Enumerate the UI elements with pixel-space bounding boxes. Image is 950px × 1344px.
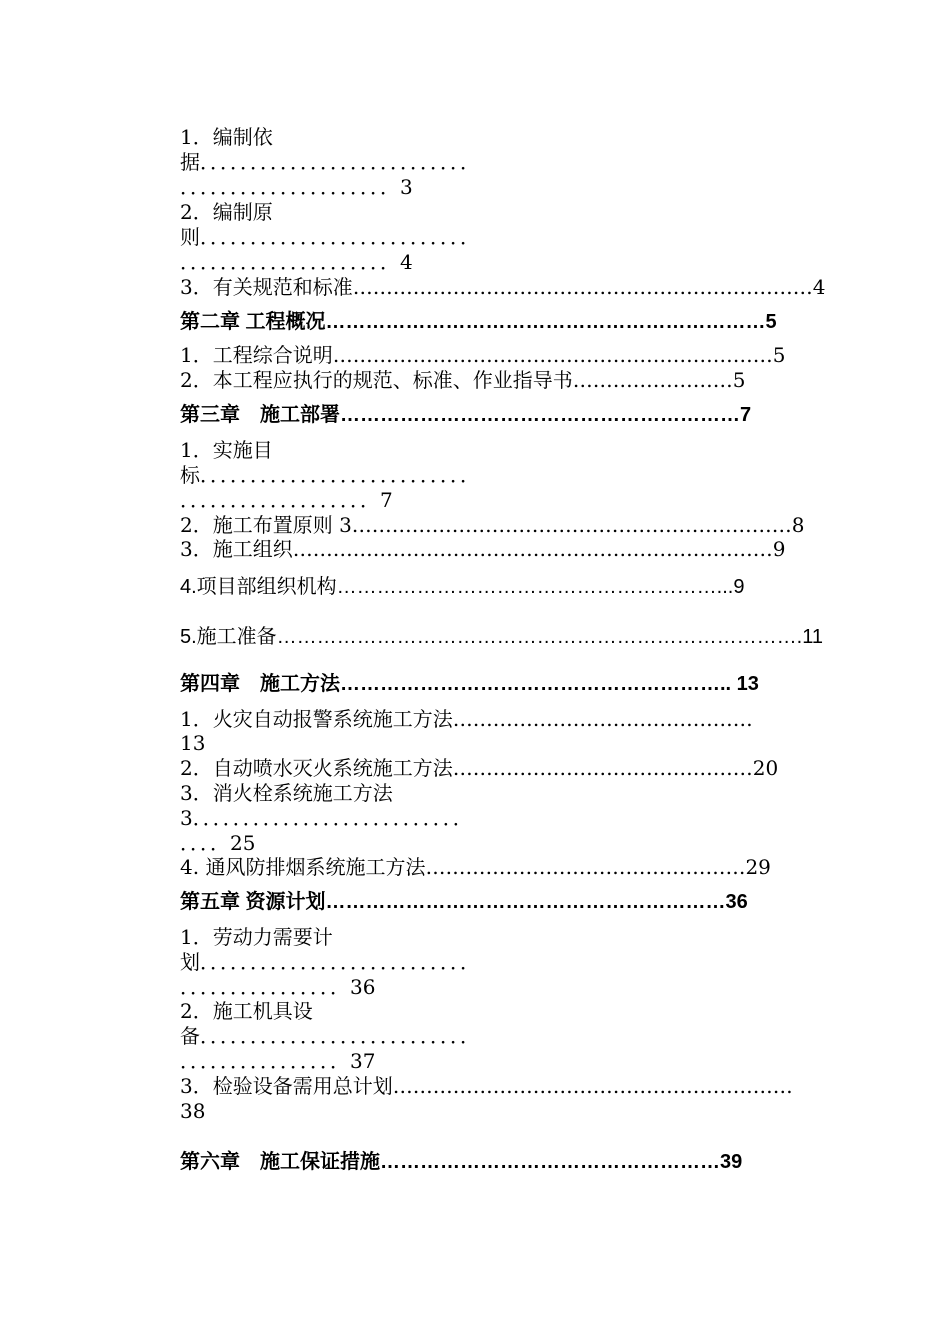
toc-entry-5-1-line1[interactable]: 1．劳动力需要计 bbox=[180, 925, 333, 949]
toc-entry-3-2[interactable]: 2．施工布置原则 3…………………………………………………………8 bbox=[180, 513, 805, 537]
toc-entry-3-1-line3[interactable]: ．．．．．．．．．．．．．．．．．．．7 bbox=[180, 488, 393, 512]
toc-entry-5-2-line2[interactable]: 备．．．．．．．．．．．．．．．．．．．．．．．．．．． bbox=[180, 1024, 480, 1048]
toc-entry-3-5[interactable]: 5.施工准备…………………………………………………………………….11 bbox=[180, 626, 823, 648]
toc-entry-4-3-line3[interactable]: ．．．．25 bbox=[180, 831, 256, 855]
toc-entry-2-2[interactable]: 2．本工程应执行的规范、标准、作业指导书……………………5 bbox=[180, 368, 746, 392]
toc-entry-4-1-line1[interactable]: 1．火灾自动报警系统施工方法……………………………………… bbox=[180, 707, 753, 731]
toc-entry-5-2-line1[interactable]: 2．施工机具设 bbox=[180, 999, 313, 1023]
toc-entry-1-3[interactable]: 3．有关规范和标准……………………………………………………………4 bbox=[180, 275, 826, 299]
toc-entry-5-1-line3[interactable]: ．．．．．．．．．．．．．．．．36 bbox=[180, 975, 376, 999]
toc-entry-1-2-line2[interactable]: 则．．．．．．．．．．．．．．．．．．．．．．．．．．． bbox=[180, 225, 480, 249]
toc-entry-3-4[interactable]: 4.项目部组织机构…………………………………………………...9 bbox=[180, 576, 745, 598]
toc-entry-3-1-line1[interactable]: 1．实施目 bbox=[180, 438, 273, 462]
toc-entry-4-2[interactable]: 2．自动喷水灭火系统施工方法………………………………………20 bbox=[180, 756, 779, 780]
toc-entry-1-2-line3[interactable]: ．．．．．．．．．．．．．．．．．．．．．4 bbox=[180, 250, 413, 274]
toc-chapter-6[interactable]: 第六章 施工保证措施……………………………………………39 bbox=[180, 1151, 743, 1173]
toc-chapter-5[interactable]: 第五章 资源计划……………………………………………………36 bbox=[180, 891, 748, 913]
toc-entry-1-1-line3[interactable]: ．．．．．．．．．．．．．．．．．．．．．3 bbox=[180, 175, 413, 199]
toc-entry-5-1-line2[interactable]: 划．．．．．．．．．．．．．．．．．．．．．．．．．．． bbox=[180, 950, 480, 974]
toc-entry-4-3-line2[interactable]: 3．．．．．．．．．．．．．．．．．．．．．．．．．．． bbox=[180, 806, 473, 830]
toc-entry-3-3[interactable]: 3．施工组织………………………………………………………………9 bbox=[180, 537, 786, 561]
toc-entry-2-1[interactable]: 1．工程综合说明…………………………………………………………5 bbox=[180, 343, 786, 367]
toc-chapter-3[interactable]: 第三章 施工部署……………………………………………………7 bbox=[180, 404, 752, 426]
toc-entry-3-1-line2[interactable]: 标．．．．．．．．．．．．．．．．．．．．．．．．．．． bbox=[180, 463, 480, 487]
toc-entry-5-3-line1[interactable]: 3．检验设备需用总计划…………………………………………………… bbox=[180, 1074, 793, 1098]
toc-entry-1-2-line1[interactable]: 2．编制原 bbox=[180, 200, 273, 224]
toc-entry-4-1-line2[interactable]: 13 bbox=[180, 731, 206, 755]
toc-entry-5-3-line2[interactable]: 38 bbox=[180, 1099, 206, 1123]
toc-entry-4-4[interactable]: 4. 通风防排烟系统施工方法…………………………………………29 bbox=[180, 855, 771, 879]
toc-chapter-2[interactable]: 第二章 工程概况…………………………………………………………5 bbox=[180, 311, 777, 333]
toc-entry-1-1-line1[interactable]: 1．编制依 bbox=[180, 125, 273, 149]
toc-entry-5-2-line3[interactable]: ．．．．．．．．．．．．．．．．37 bbox=[180, 1049, 376, 1073]
toc-chapter-4[interactable]: 第四章 施工方法………………………………………………….. 13 bbox=[180, 673, 759, 695]
toc-entry-1-1-line2[interactable]: 据．．．．．．．．．．．．．．．．．．．．．．．．．．． bbox=[180, 150, 480, 174]
toc-entry-4-3-line1[interactable]: 3．消火栓系统施工方法 bbox=[180, 781, 393, 805]
